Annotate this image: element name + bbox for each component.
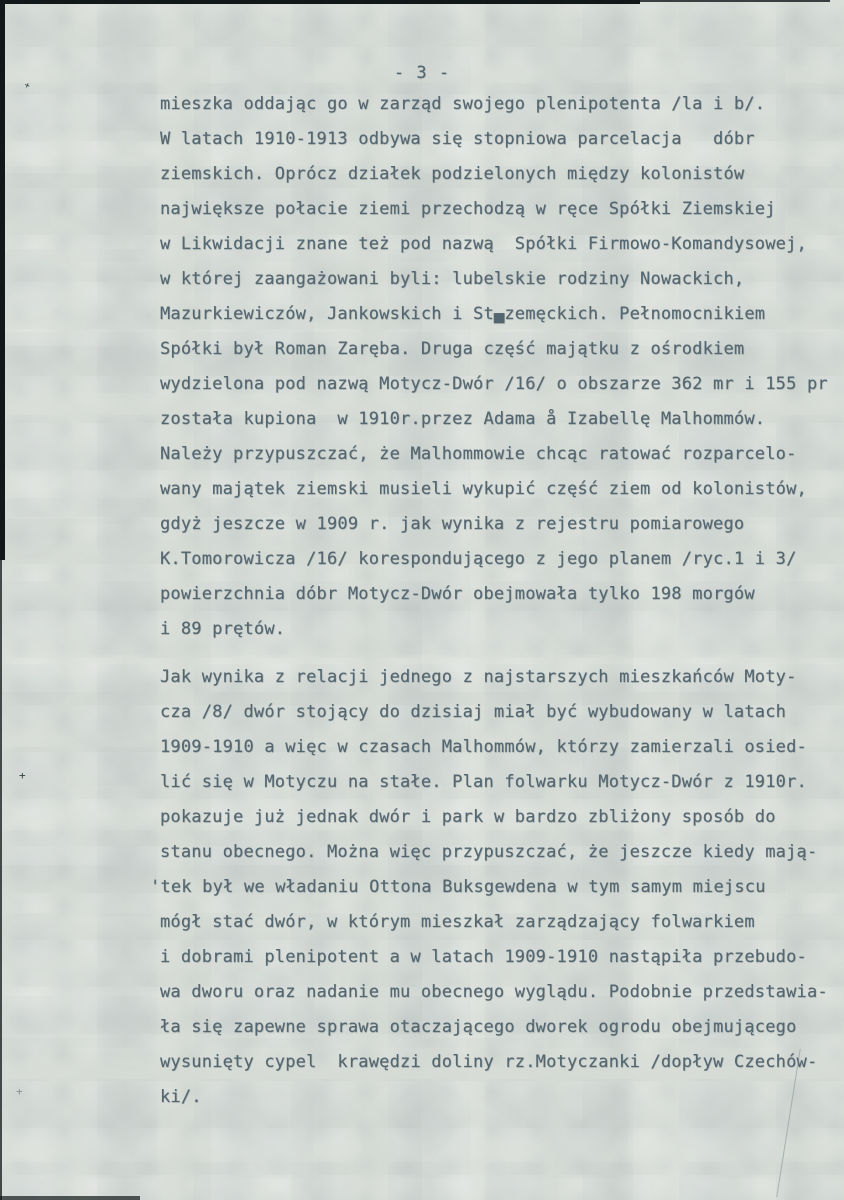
text-line: K.Tomorowicza /16/ korespondującego z jego planem /ryc.1 i 3/: [160, 549, 797, 569]
text-line: 'tek był we władaniu Ottona Buksgewdena w tym samym miejscu: [150, 877, 766, 897]
text-line: w Likwidacji znane też pod nazwą Spółki Firmowo-Komandysowej,: [160, 234, 807, 254]
text-line: i 89 prętów.: [160, 619, 286, 639]
paragraph-1: [160, 87, 844, 647]
text-line: pokazuje już jednak dwór i park w bardzo zbliżony sposób do: [160, 807, 776, 827]
text-line: Jak wynika z relacji jednego z najstarszych mieszkańców Moty-: [160, 667, 797, 687]
text-line: 1909-1910 a więc w czasach Malhommów, którzy zamierzali osied-: [160, 737, 807, 757]
text-line: cza /8/ dwór stojący do dzisiaj miał być wybudowany w latach: [160, 702, 787, 722]
text-line: została kupiona w 1910r.przez Adama å Izabellę Malhommów.: [160, 409, 766, 429]
text-line: ki/.: [160, 1087, 202, 1107]
text-line: ła się zapewne sprawa otaczającego dworek ogrodu obejmującego: [160, 1017, 797, 1037]
text-line: wysunięty cypel krawędzi doliny rz.Motyczanki /dopływ Czechów-: [160, 1052, 818, 1072]
text-line: Spółki był Roman Zaręba. Druga część majątku z ośrodkiem: [160, 339, 745, 359]
scan-edge-top-thin: [640, 0, 830, 2]
text-line: wany majątek ziemski musieli wykupić część ziem od kolonistów,: [160, 479, 807, 499]
text-line: mieszka oddając go w zarząd swojego plenipotenta /la i b/.: [160, 94, 766, 114]
text-line: wydzielona pod nazwą Motycz-Dwór /16/ o obszarze 362 mr i 155 pr: [160, 374, 828, 394]
scan-edge-left-thin: [0, 560, 2, 1200]
text-line: W latach 1910-1913 odbywa się stopniowa parcelacja dóbr: [160, 129, 755, 149]
text-line: największe połacie ziemi przechodzą w ręce Spółki Ziemskiej: [160, 199, 776, 219]
text-line: i dobrami plenipotent a w latach 1909-1910 nastąpiła przebudo-: [160, 947, 807, 967]
scan-edge-top: [0, 0, 640, 4]
scan-edge-bottom: [0, 1196, 140, 1200]
text-line: gdyż jeszcze w 1909 r. jak wynika z rejestru pomiarowego: [160, 514, 745, 534]
text-line: w której zaangażowani byli: lubelskie rodziny Nowackich,: [160, 269, 745, 289]
text-line: wa dworu oraz nadanie mu obecnego wyglądu. Podobnie przedstawia-: [160, 982, 828, 1002]
text-line: ziemskich. Oprócz działek podzielonych między kolonistów: [160, 164, 745, 184]
scan-edge-left: [0, 0, 5, 560]
paragraph-2: [150, 660, 844, 1115]
ink-speck: +: [19, 769, 26, 782]
ink-speck: +: [16, 1085, 23, 1098]
text-line: lić się w Motyczu na stałe. Plan folwarku Motycz-Dwór z 1910r.: [160, 772, 807, 792]
text-line: powierzchnia dóbr Motycz-Dwór obejmowała tylko 198 morgów: [160, 584, 755, 604]
page-number: - 3 -: [393, 63, 451, 83]
ink-speck: +: [22, 80, 32, 92]
text-line: Należy przypuszczać, że Malhommowie chcąc ratować rozparcelo-: [160, 444, 797, 464]
text-line: mógł stać dwór, w którym mieszkał zarządzający folwarkiem: [160, 912, 755, 932]
text-line: stanu obecnego. Można więc przypuszczać, że jeszcze kiedy mają-: [160, 842, 818, 862]
document-body: [150, 87, 844, 1115]
text-line: Mazurkiewiczów, Jankowskich i St▄zemęckich. Pełnomocnikiem: [160, 304, 766, 324]
